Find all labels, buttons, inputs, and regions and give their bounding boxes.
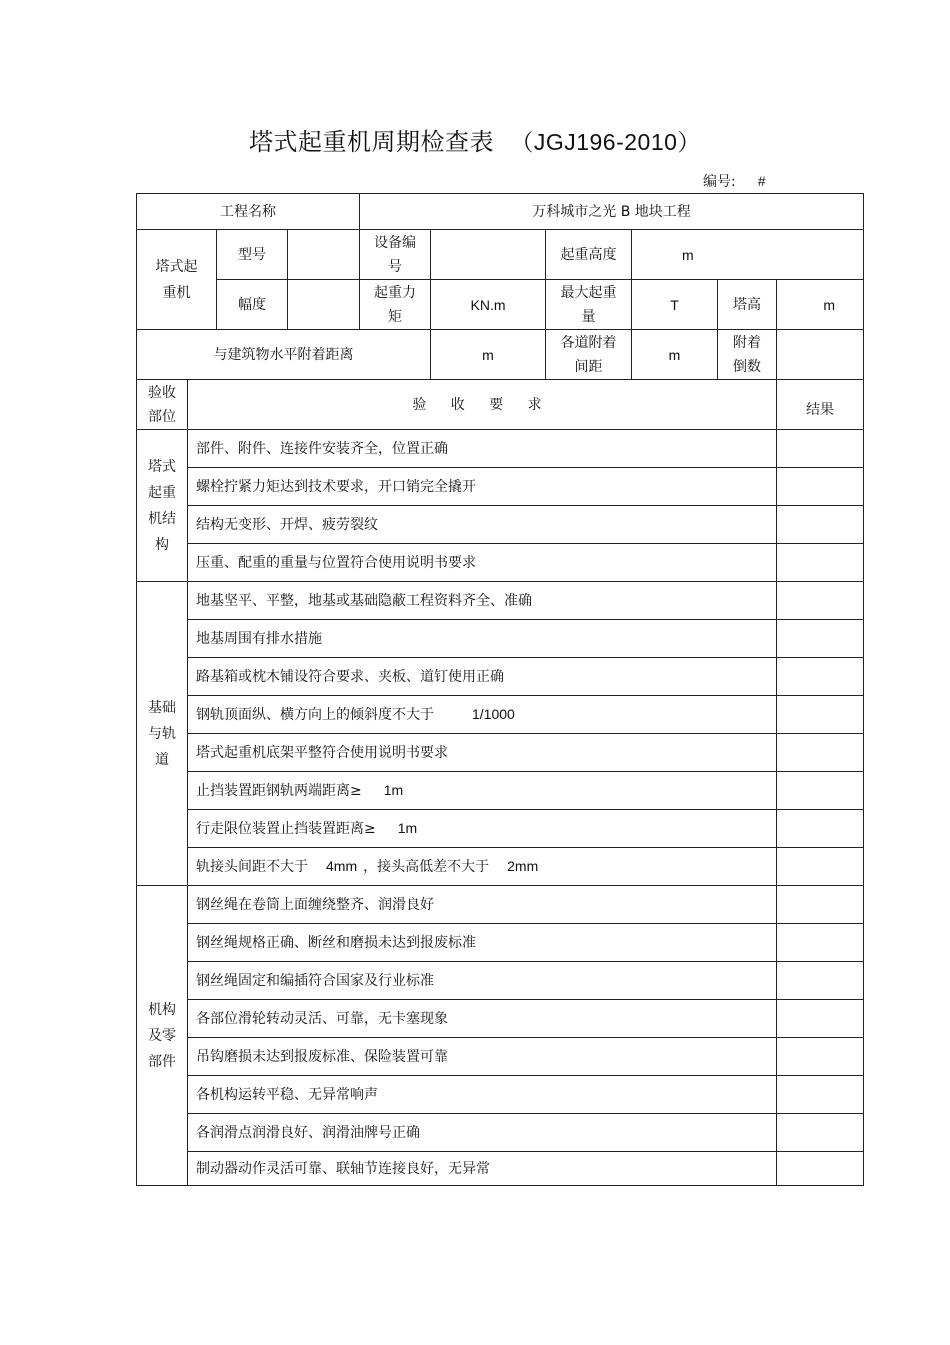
attach-spacing-label <box>546 330 632 380</box>
result-cell[interactable] <box>777 1114 864 1152</box>
list-item: 螺栓拧紧力矩达到技术要求，开口销完全撬开 <box>188 468 777 506</box>
section-foundation-track <box>137 582 188 886</box>
attach-count-label-text: 附着倒数 <box>733 334 761 375</box>
item-text: 止挡装置距钢轨两端距离≥ <box>196 783 362 799</box>
list-item: 路基箱或枕木铺设符合要求、夹板、道钉使用正确 <box>188 658 777 696</box>
equipment-no-label <box>360 230 431 280</box>
joint-gap-value: 4mm <box>326 858 358 874</box>
result-cell[interactable] <box>777 658 864 696</box>
lift-height-unit[interactable]: m <box>632 230 864 280</box>
list-item: 结构无变形、开焊、疲劳裂纹 <box>188 506 777 544</box>
part-column-header <box>137 380 188 430</box>
result-cell[interactable] <box>777 734 864 772</box>
list-item: 钢丝绳在卷筒上面缠绕整齐、润滑良好 <box>188 886 777 924</box>
equipment-no-value[interactable] <box>431 230 546 280</box>
result-cell[interactable] <box>777 1000 864 1038</box>
max-load-label <box>546 280 632 330</box>
item-text: 轨接头间距不大于 <box>196 859 308 875</box>
list-item: 吊钩磨损未达到报废标准、保险装置可靠 <box>188 1038 777 1076</box>
crane-label <box>137 230 217 330</box>
list-item: 各润滑点润滑良好、润滑油牌号正确 <box>188 1114 777 1152</box>
lift-height-label: 起重高度 <box>546 230 632 280</box>
document-number <box>703 171 766 191</box>
tower-height-label: 塔高 <box>718 280 777 330</box>
result-cell[interactable] <box>777 1038 864 1076</box>
title-standard-code: （JGJ196-2010） <box>510 129 701 155</box>
list-item <box>188 772 777 810</box>
result-cell[interactable] <box>777 620 864 658</box>
attach-count-label <box>718 330 777 380</box>
section-name: 塔式起重机结构 <box>148 458 176 553</box>
result-cell[interactable] <box>777 544 864 582</box>
moment-unit[interactable]: KN.m <box>431 280 546 330</box>
list-item: 压重、配重的重量与位置符合使用说明书要求 <box>188 544 777 582</box>
item-text: 钢轨顶面纵、横方向上的倾斜度不大于 <box>196 707 434 723</box>
max-load-label-text: 最大起重量 <box>560 284 617 325</box>
result-cell[interactable] <box>777 1152 864 1186</box>
list-item: 地基周围有排水措施 <box>188 620 777 658</box>
project-name-label: 工程名称 <box>137 194 360 230</box>
result-cell[interactable] <box>777 430 864 468</box>
tilt-value: 1/1000 <box>472 706 515 722</box>
page-title <box>0 122 950 157</box>
result-cell[interactable] <box>777 582 864 620</box>
result-cell[interactable] <box>777 848 864 886</box>
section-crane-structure <box>137 430 188 582</box>
list-item <box>188 848 777 886</box>
item-text: 行走限位装置止挡装置距离≥ <box>196 821 376 837</box>
joint-gap-suffix: ，接头高低差不大于 <box>363 859 490 875</box>
project-name-value: 万科城市之光 B 地块工程 <box>360 194 864 230</box>
model-label: 型号 <box>217 230 288 280</box>
list-item: 制动器动作灵活可靠、联轴节连接良好，无异常 <box>188 1152 777 1186</box>
radius-label: 幅度 <box>217 280 288 330</box>
result-cell[interactable] <box>777 924 864 962</box>
result-cell[interactable] <box>777 1076 864 1114</box>
document-number-value: # <box>757 173 766 189</box>
list-item: 各机构运转平稳、无异常响声 <box>188 1076 777 1114</box>
result-cell[interactable] <box>777 962 864 1000</box>
result-cell[interactable] <box>777 696 864 734</box>
attach-count-value[interactable] <box>777 330 864 380</box>
equipment-no-label-text: 设备编号 <box>374 234 416 275</box>
section-name: 机构及零部件 <box>148 1001 176 1070</box>
inspection-table <box>136 193 864 1186</box>
crane-label-text: 塔式起重机 <box>155 258 198 301</box>
section-name: 基础与轨道 <box>148 699 176 768</box>
list-item <box>188 696 777 734</box>
list-item: 各部位滑轮转动灵活、可靠，无卡塞现象 <box>188 1000 777 1038</box>
joint-height-value: 2mm <box>507 858 539 874</box>
result-cell[interactable] <box>777 468 864 506</box>
moment-label <box>360 280 431 330</box>
list-item: 地基坚平、平整，地基或基础隐蔽工程资料齐全、准确 <box>188 582 777 620</box>
list-item: 部件、附件、连接件安装齐全，位置正确 <box>188 430 777 468</box>
result-cell[interactable] <box>777 772 864 810</box>
section-mechanisms-parts <box>137 886 188 1186</box>
stop-distance-value: 1m <box>383 782 404 798</box>
model-value[interactable] <box>288 230 360 280</box>
requirement-column-header: 验 收 要 求 <box>188 380 777 430</box>
list-item: 塔式起重机底架平整符合使用说明书要求 <box>188 734 777 772</box>
list-item: 钢丝绳规格正确、断丝和磨损未达到报废标准 <box>188 924 777 962</box>
result-cell[interactable] <box>777 810 864 848</box>
list-item <box>188 810 777 848</box>
document-number-label: 编号: <box>703 174 736 190</box>
part-column-header-text: 验收部位 <box>148 384 176 425</box>
attach-distance-label: 与建筑物水平附着距离 <box>137 330 431 380</box>
tower-height-unit[interactable]: m <box>777 280 864 330</box>
max-load-unit[interactable]: T <box>632 280 718 330</box>
limit-distance-value: 1m <box>397 820 418 836</box>
result-cell[interactable] <box>777 886 864 924</box>
attach-spacing-unit[interactable]: m <box>632 330 718 380</box>
moment-label-text: 起重力矩 <box>374 284 416 325</box>
result-column-header: 结果 <box>777 380 864 430</box>
result-cell[interactable] <box>777 506 864 544</box>
title-main: 塔式起重机周期检查表 <box>249 128 495 156</box>
attach-distance-unit[interactable]: m <box>431 330 546 380</box>
list-item: 钢丝绳固定和编插符合国家及行业标准 <box>188 962 777 1000</box>
attach-spacing-label-text: 各道附着间距 <box>560 334 617 375</box>
radius-value[interactable] <box>288 280 360 330</box>
